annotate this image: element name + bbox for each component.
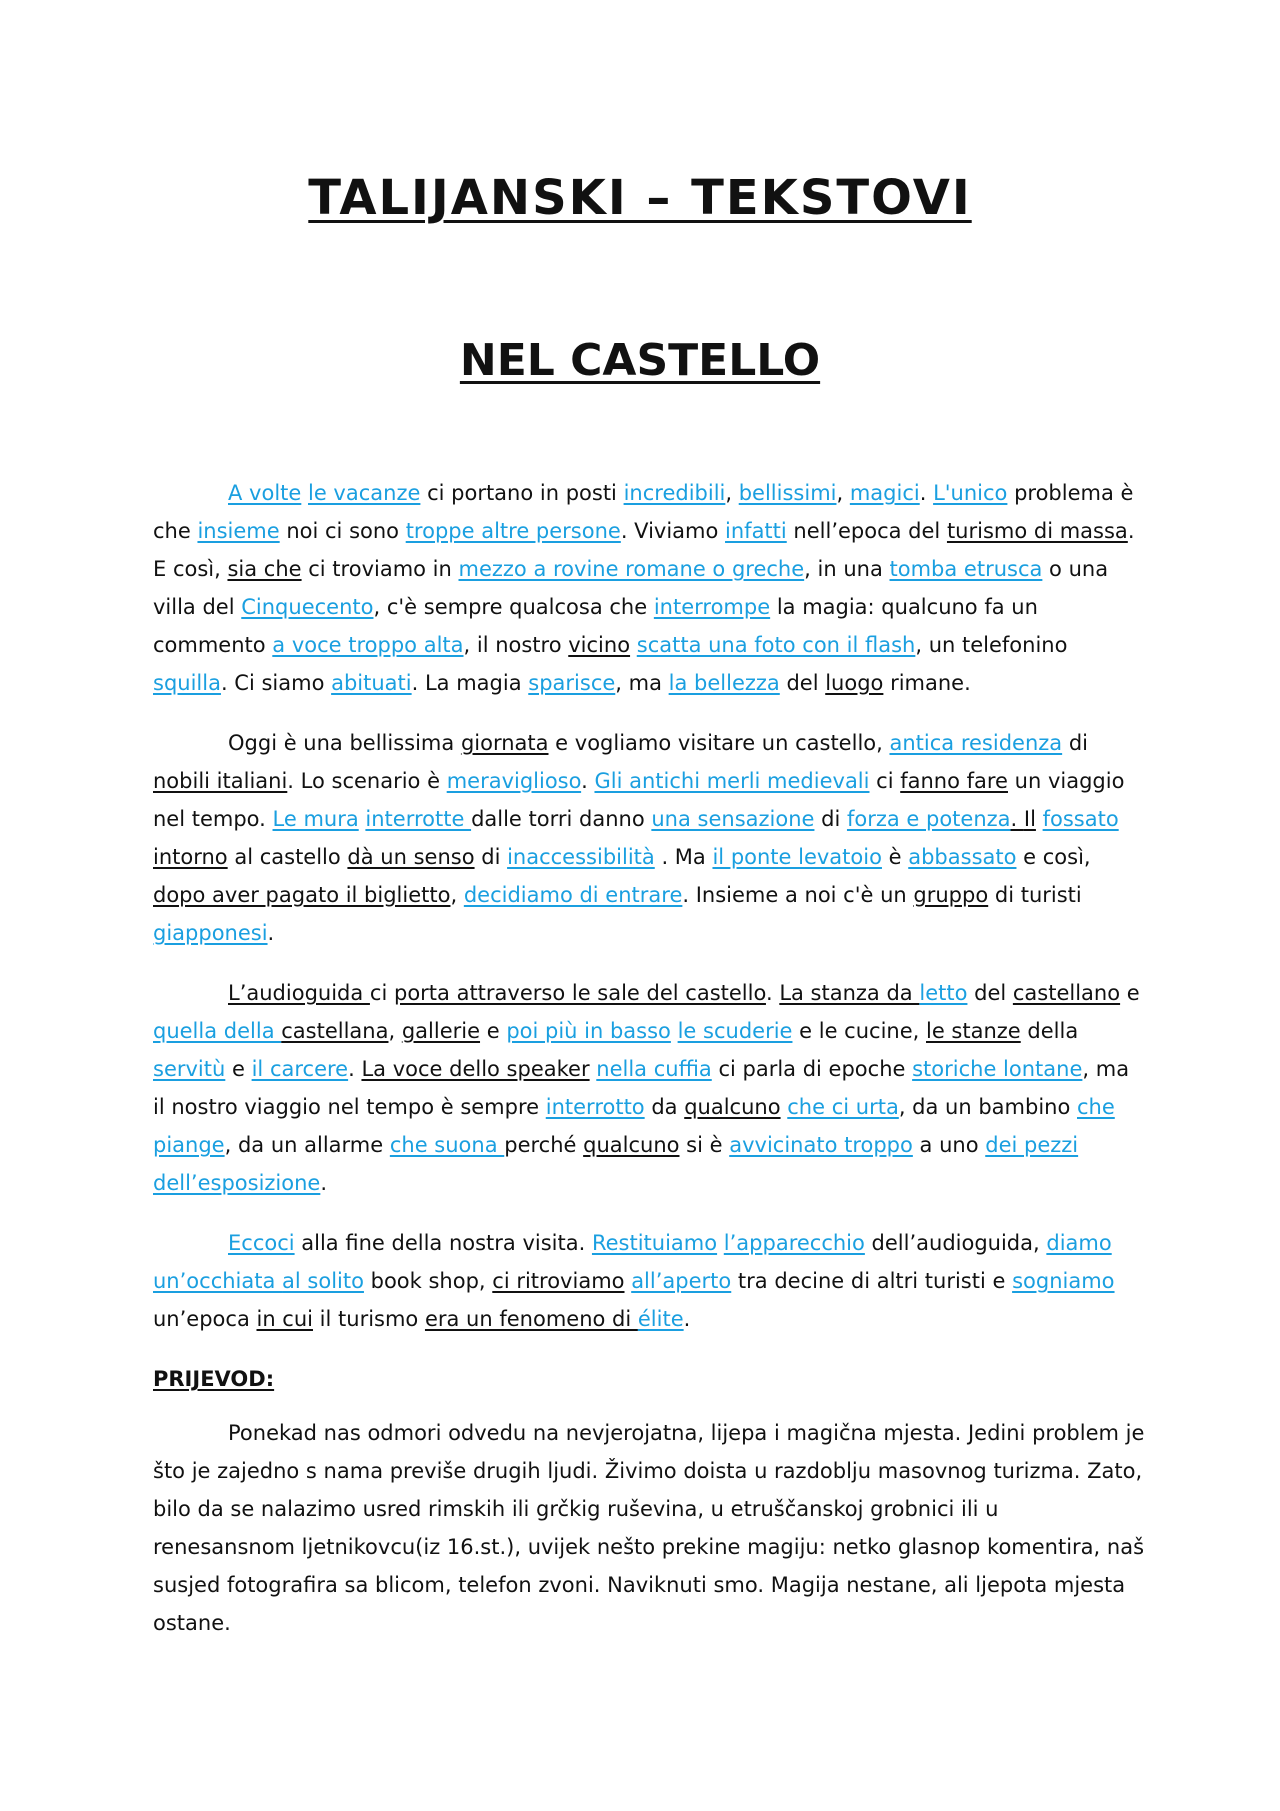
text-run: , in una bbox=[804, 557, 890, 581]
text-run: e bbox=[1120, 981, 1140, 1005]
highlighted-phrase: interrompe bbox=[653, 595, 771, 619]
underlined-phrase: luogo bbox=[825, 671, 884, 695]
highlighted-phrase: quella della bbox=[153, 1019, 282, 1043]
text-run: . bbox=[683, 1307, 691, 1331]
highlighted-phrase: sogniamo bbox=[1012, 1269, 1115, 1293]
text-run bbox=[671, 1019, 678, 1043]
underlined-phrase: qualcuno bbox=[684, 1095, 781, 1119]
text-run: e vogliamo visitare un castello, bbox=[548, 731, 890, 755]
highlighted-phrase: magici bbox=[849, 481, 920, 505]
highlighted-phrase: L'unico bbox=[933, 481, 1008, 505]
highlighted-phrase: meraviglioso bbox=[446, 769, 582, 793]
text-run: di turisti bbox=[988, 883, 1082, 907]
highlighted-phrase: forza e potenza bbox=[846, 807, 1011, 831]
underlined-phrase: dopo aver pagato il biglietto bbox=[153, 883, 451, 907]
paragraph-1 bbox=[153, 474, 1145, 702]
text-run: . Viviamo bbox=[620, 519, 726, 543]
document-title bbox=[0, 168, 1280, 228]
underlined-phrase: le stanze bbox=[926, 1019, 1021, 1043]
text-run: perché bbox=[504, 1133, 584, 1157]
text-run: dell’audioguida, bbox=[864, 1231, 1047, 1255]
underlined-phrase: La stanza da bbox=[779, 981, 920, 1005]
highlighted-phrase: nella cuffia bbox=[596, 1057, 712, 1081]
section-title-text: NEL CASTELLO bbox=[459, 335, 821, 386]
highlighted-phrase: poi più in basso bbox=[506, 1019, 671, 1043]
highlighted-phrase: che suona bbox=[389, 1133, 505, 1157]
text-run: il turismo bbox=[313, 1307, 425, 1331]
underlined-phrase: turismo di massa bbox=[946, 519, 1128, 543]
text-run: , da un allarme bbox=[224, 1133, 390, 1157]
text-run: al castello bbox=[227, 845, 348, 869]
section-title bbox=[0, 333, 1280, 389]
text-run: e bbox=[480, 1019, 507, 1043]
text-run: . bbox=[267, 921, 275, 945]
underlined-phrase: era un fenomeno di bbox=[424, 1307, 638, 1331]
text-run: , ma bbox=[615, 671, 669, 695]
text-run: , un telefonino bbox=[915, 633, 1068, 657]
text-run: problema è che bbox=[153, 481, 1134, 543]
highlighted-phrase: il ponte levatoio bbox=[712, 845, 882, 869]
translation-heading: PRIJEVOD: bbox=[153, 1367, 275, 1391]
underlined-phrase: gruppo bbox=[913, 883, 989, 907]
highlighted-phrase: abbassato bbox=[908, 845, 1017, 869]
text-run: , il nostro bbox=[463, 633, 569, 657]
text-run: di bbox=[814, 807, 847, 831]
text-run: . Ci siamo bbox=[220, 671, 332, 695]
highlighted-phrase: inaccessibilità bbox=[507, 845, 655, 869]
highlighted-phrase: il carcere bbox=[251, 1057, 349, 1081]
highlighted-phrase: l’apparecchio bbox=[723, 1231, 865, 1255]
text-run: , bbox=[388, 1019, 402, 1043]
highlighted-phrase: Restituiamo bbox=[591, 1231, 718, 1255]
text-run: , ma il nostro viaggio nel tempo è sempre bbox=[153, 1057, 1130, 1119]
highlighted-phrase: dei pezzi dell’esposizione bbox=[153, 1133, 1079, 1195]
highlighted-phrase: letto bbox=[919, 981, 968, 1005]
highlighted-phrase: che piange bbox=[153, 1095, 1115, 1157]
highlighted-phrase: le vacanze bbox=[308, 481, 421, 505]
highlighted-phrase: bellissimi bbox=[738, 481, 837, 505]
text-run: . bbox=[765, 981, 780, 1005]
paragraph-3 bbox=[153, 974, 1145, 1202]
text-run: , bbox=[836, 481, 850, 505]
underlined-phrase: . bbox=[1010, 807, 1024, 831]
highlighted-phrase: le scuderie bbox=[677, 1019, 793, 1043]
underlined-phrase: nobili italiani bbox=[153, 769, 288, 793]
text-run: . Ma bbox=[654, 845, 713, 869]
text-run: del bbox=[967, 981, 1013, 1005]
underlined-phrase: dà un senso bbox=[347, 845, 475, 869]
text-run: noi ci sono bbox=[279, 519, 406, 543]
highlighted-phrase: una sensazione bbox=[651, 807, 815, 831]
text-run: , da un bambino bbox=[898, 1095, 1077, 1119]
underlined-phrase: ci ritroviamo bbox=[492, 1269, 625, 1293]
highlighted-phrase: squilla bbox=[153, 671, 221, 695]
highlighted-phrase: al solito bbox=[282, 1269, 364, 1293]
highlighted-phrase: servitù bbox=[153, 1057, 226, 1081]
highlighted-phrase: sparisce bbox=[528, 671, 616, 695]
underlined-phrase: sia che bbox=[227, 557, 302, 581]
text-run: . bbox=[348, 1057, 362, 1081]
text-run: di bbox=[1062, 731, 1088, 755]
text-run bbox=[1036, 807, 1043, 831]
underlined-phrase: giornata bbox=[460, 731, 549, 755]
body-text bbox=[153, 474, 1145, 1664]
text-run: e così, bbox=[1016, 845, 1091, 869]
text-run: , c'è sempre qualcosa che bbox=[373, 595, 654, 619]
text-run: . bbox=[320, 1171, 328, 1195]
highlighted-phrase: fossato bbox=[1042, 807, 1119, 831]
highlighted-phrase: antica residenza bbox=[889, 731, 1063, 755]
text-run: ci parla di epoche bbox=[711, 1057, 913, 1081]
text-run bbox=[717, 1231, 724, 1255]
underlined-phrase: fanno fare bbox=[900, 769, 1008, 793]
highlighted-phrase: a voce troppo alta bbox=[272, 633, 464, 657]
underlined-phrase: porta attraverso le sale del castello bbox=[393, 981, 766, 1005]
text-run: o una villa del bbox=[153, 557, 1109, 619]
text-run: e bbox=[225, 1057, 252, 1081]
text-run: ci bbox=[369, 981, 394, 1005]
text-run: . bbox=[919, 481, 934, 505]
text-run: Oggi è una bellissima bbox=[228, 731, 461, 755]
text-run: da bbox=[644, 1095, 685, 1119]
text-run: e le cucine, bbox=[792, 1019, 926, 1043]
paragraph-4 bbox=[153, 1224, 1145, 1338]
text-run: . E così, bbox=[153, 519, 1135, 581]
underlined-phrase: castellana bbox=[281, 1019, 389, 1043]
highlighted-phrase: decidiamo di entrare bbox=[463, 883, 683, 907]
underlined-phrase: La voce dello speaker bbox=[361, 1057, 590, 1081]
text-run bbox=[630, 633, 637, 657]
highlighted-phrase: interrotto bbox=[545, 1095, 645, 1119]
text-run: , bbox=[725, 481, 739, 505]
highlighted-phrase: storiche lontane bbox=[912, 1057, 1083, 1081]
text-run: dalle torri danno bbox=[471, 807, 652, 831]
underlined-phrase: in cui bbox=[256, 1307, 313, 1331]
highlighted-phrase: Eccoci bbox=[228, 1231, 295, 1255]
highlighted-phrase: diamo un’occhiata bbox=[153, 1231, 1112, 1293]
text-run: un viaggio nel tempo. bbox=[153, 769, 1125, 831]
highlighted-phrase: incredibili bbox=[623, 481, 726, 505]
underlined-phrase: L’audioguida bbox=[228, 981, 370, 1005]
highlighted-phrase: mezzo a rovine romane o greche bbox=[458, 557, 805, 581]
text-run: . bbox=[581, 769, 595, 793]
underlined-phrase: vicino bbox=[568, 633, 631, 657]
text-run: . Insieme a noi c'è un bbox=[682, 883, 914, 907]
text-run: book shop, bbox=[363, 1269, 493, 1293]
highlighted-phrase: abituati bbox=[331, 671, 412, 695]
text-run: ci portano in posti bbox=[420, 481, 624, 505]
highlighted-phrase: Cinquecento bbox=[241, 595, 374, 619]
highlighted-phrase: infatti bbox=[725, 519, 787, 543]
text-run: ci bbox=[869, 769, 901, 793]
highlighted-phrase: A volte bbox=[228, 481, 302, 505]
highlighted-phrase: Gli antichi merli medievali bbox=[594, 769, 870, 793]
highlighted-phrase: avvicinato troppo bbox=[729, 1133, 913, 1157]
translation-paragraph: Ponekad nas odmori odvedu na nevjerojatna, lijepa i magična mjesta. Jedini problem je što je zajedno s nama previše drugih ljudi. Živimo doista u razdoblju masovnog turizma. Zato, bilo da se nalazimo usred rimskih ili grčkig ruševina, u etruščanskoj grobnici ili u renesansnom ljetnikovcu(iz 16.st.), uvijek nešto prekine magiju: netko glasnop komentira, naš susjed fotografira sa blicom, telefon zvoni. Naviknuti smo. Magija nestane, ali ljepota mjesta ostane. bbox=[153, 1421, 1145, 1635]
document-title-text: TALIJANSKI – TEKSTOVI bbox=[308, 170, 972, 226]
underlined-phrase: gallerie bbox=[401, 1019, 481, 1043]
highlighted-phrase: insieme bbox=[197, 519, 280, 543]
underlined-phrase: Il bbox=[1023, 807, 1036, 831]
highlighted-phrase: che ci urta bbox=[787, 1095, 899, 1119]
text-run: si è bbox=[679, 1133, 730, 1157]
text-run: ci troviamo in bbox=[301, 557, 459, 581]
text-run: della bbox=[1020, 1019, 1079, 1043]
text-run bbox=[301, 481, 308, 505]
text-run: nell’epoca del bbox=[786, 519, 947, 543]
highlighted-phrase: Le mura bbox=[272, 807, 359, 831]
underlined-phrase: castellano bbox=[1012, 981, 1121, 1005]
highlighted-phrase: all’aperto bbox=[631, 1269, 732, 1293]
text-run: . Lo scenario è bbox=[287, 769, 447, 793]
text-run: . La magia bbox=[411, 671, 529, 695]
text-run: tra decine di altri turisti e bbox=[731, 1269, 1013, 1293]
highlighted-phrase: giapponesi bbox=[153, 921, 268, 945]
text-run: del bbox=[779, 671, 826, 695]
highlighted-phrase: interrotte bbox=[365, 807, 472, 831]
text-run: , bbox=[450, 883, 464, 907]
text-run: alla fine della nostra visita. bbox=[294, 1231, 592, 1255]
underlined-phrase: qualcuno bbox=[583, 1133, 680, 1157]
highlighted-phrase: scatta una foto con il flash bbox=[636, 633, 916, 657]
text-run: un’epoca bbox=[153, 1307, 257, 1331]
highlighted-phrase: tomba etrusca bbox=[889, 557, 1043, 581]
highlighted-phrase: troppe altre persone bbox=[405, 519, 621, 543]
text-run: a uno bbox=[912, 1133, 986, 1157]
text-run: la magia: qualcuno fa un commento bbox=[153, 595, 1038, 657]
text-run: è bbox=[881, 845, 909, 869]
highlighted-phrase: la bellezza bbox=[668, 671, 780, 695]
text-run: rimane. bbox=[883, 671, 971, 695]
underlined-phrase: intorno bbox=[153, 845, 228, 869]
text-run: di bbox=[474, 845, 508, 869]
paragraph-2 bbox=[153, 724, 1145, 952]
highlighted-phrase: élite bbox=[637, 1307, 684, 1331]
